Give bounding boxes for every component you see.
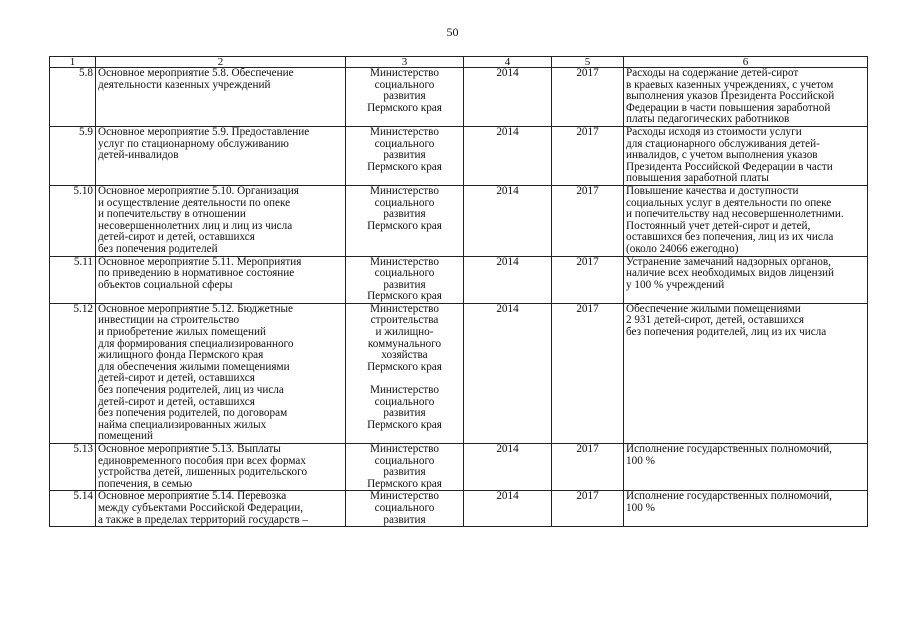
cell-line: Основное мероприятие 5.13. Выплаты (98, 443, 281, 455)
cell-line: детей-сирот и детей, оставшихся (98, 231, 255, 244)
measure-name-cell (96, 256, 346, 303)
measure-name-cell (96, 491, 346, 527)
cell-line: Обеспечение жилыми помещениями (626, 303, 801, 315)
end-year: 2017 (552, 303, 624, 443)
cell-line: несовершеннолетних лиц и лиц из числа (98, 219, 293, 232)
cell-line: детей-сирот и детей, оставшихся (98, 372, 255, 385)
cell-line: платы педагогических работников (626, 113, 790, 126)
cell-line: услуг по стационарному обслуживанию (98, 137, 289, 150)
cell-line: деятельности казенных учреждений (98, 78, 271, 91)
expected-result-cell (624, 256, 868, 303)
start-year: 2014 (464, 303, 552, 443)
cell-line: попечения, в семью (98, 477, 193, 490)
cell-line: социального (374, 267, 435, 280)
measure-name-cell (96, 68, 346, 127)
column-header: 5 (552, 57, 624, 68)
cell-line: жилищного фонда Пермского края (98, 349, 264, 362)
cell-line: для формирования специализированного (98, 337, 294, 350)
end-year: 2017 (552, 185, 624, 256)
cell-line: социального (374, 137, 435, 150)
cell-line: Исполнение государственных полномочий, (626, 490, 832, 503)
table-row (50, 491, 868, 527)
cell-line: Пермского края (367, 160, 442, 173)
cell-line: для стационарного обслуживания детей- (626, 137, 820, 150)
end-year: 2017 (552, 491, 624, 527)
measures-table (49, 56, 868, 527)
cell-line: повышения заработной платы (626, 172, 769, 185)
cell-line: помещений (98, 430, 153, 443)
row-number: 5.9 (50, 126, 96, 185)
cell-line: Министерство (370, 126, 439, 138)
table-row (50, 303, 868, 443)
executor-cell (346, 185, 464, 256)
end-year: 2017 (552, 444, 624, 491)
cell-line: коммунального (367, 337, 442, 350)
table-row (50, 444, 868, 491)
cell-line: объектов социальной сферы (98, 278, 233, 291)
cell-line: для обеспечения жилыми помещениями (98, 360, 290, 373)
column-header: 6 (624, 57, 868, 68)
cell-line: развития (383, 407, 426, 420)
cell-line: Пермского края (367, 360, 442, 373)
cell-line: между субъектами Российской Федерации, (98, 501, 303, 514)
cell-line: и приобретение жилых помещений (98, 326, 266, 339)
cell-line: строительства (370, 314, 439, 327)
cell-line: развития (383, 466, 426, 479)
cell-line: устройства детей, лишенных родительского (98, 466, 308, 479)
cell-line: детей-сирот и детей, оставшихся (98, 395, 255, 408)
column-header: 3 (346, 57, 464, 68)
cell-line: Основное мероприятие 5.14. Перевозка (98, 490, 287, 503)
cell-line: инвестиции на строительство (98, 314, 240, 327)
cell-line: Основное мероприятие 5.9. Предоставление (98, 126, 310, 138)
column-header: 4 (464, 57, 552, 68)
executor-cell (346, 491, 464, 527)
executor-cell (346, 444, 464, 491)
cell-line: у 100 % учреждений (626, 278, 725, 291)
cell-line: без попечения родителей, по договорам (98, 407, 288, 420)
cell-line: 100 % (626, 454, 655, 467)
table-row (50, 68, 868, 127)
measure-name-cell (96, 303, 346, 443)
cell-line: социального (374, 454, 435, 467)
cell-line: найма специализированных жилых (98, 418, 267, 431)
expected-result-cell (624, 68, 868, 127)
cell-line: социального (374, 78, 435, 91)
cell-line: Министерство (370, 490, 439, 503)
start-year: 2014 (464, 126, 552, 185)
row-number: 5.11 (50, 256, 96, 303)
executor-cell (346, 256, 464, 303)
cell-line: детей-инвалидов (98, 149, 179, 162)
cell-line: развития (383, 149, 426, 162)
cell-line: Пермского края (367, 219, 442, 232)
cell-line: Министерство (370, 384, 439, 397)
cell-line: Основное мероприятие 5.11. Мероприятия (98, 256, 302, 268)
expected-result-cell (624, 185, 868, 256)
cell-line: развития (383, 513, 426, 526)
row-number: 5.8 (50, 68, 96, 127)
cell-line: социального (374, 501, 435, 514)
table-row (50, 256, 868, 303)
table-header-row (50, 57, 868, 68)
expected-result-cell (624, 444, 868, 491)
cell-line: Министерство (370, 185, 439, 197)
cell-line: Пермского края (367, 290, 442, 303)
cell-line: Постоянный учет детей-сирот и детей, (626, 219, 811, 232)
executor-cell (346, 126, 464, 185)
table-row (50, 126, 868, 185)
cell-line: в краевых казенных учреждениях, с учетом (626, 78, 834, 91)
cell-line: социального (374, 395, 435, 408)
cell-line: 100 % (626, 501, 655, 514)
start-year: 2014 (464, 185, 552, 256)
executor-cell (346, 68, 464, 127)
table-row (50, 185, 868, 256)
cell-line: без попечения родителей, лиц из их числа (626, 326, 827, 339)
cell-line: Устранение замечаний надзорных органов, (626, 256, 831, 268)
cell-line: выполнения указов Президента Российской (626, 90, 835, 103)
cell-line: Пермского края (367, 101, 442, 114)
row-number: 5.14 (50, 491, 96, 527)
cell-line: 2 931 детей-сирот, детей, оставшихся (626, 314, 805, 327)
start-year: 2014 (464, 68, 552, 127)
row-number: 5.10 (50, 185, 96, 256)
cell-line: социальных услуг в деятельности по опеке (626, 196, 832, 209)
end-year: 2017 (552, 68, 624, 127)
cell-line: развития (383, 90, 426, 103)
cell-line: Федерации в части повышения заработной (626, 101, 831, 114)
expected-result-cell (624, 491, 868, 527)
cell-line: Министерство (370, 67, 439, 79)
start-year: 2014 (464, 444, 552, 491)
cell-line: наличие всех необходимых видов лицензий (626, 267, 834, 280)
measure-name-cell (96, 126, 346, 185)
cell-line: без попечения родителей (98, 242, 218, 255)
row-number: 5.12 (50, 303, 96, 443)
cell-line: и осуществление деятельности по опеке (98, 196, 291, 209)
cell-line: хозяйства (381, 349, 428, 362)
start-year: 2014 (464, 491, 552, 527)
cell-line: Пермского края (367, 477, 442, 490)
cell-line: и попечительству в отношении (98, 208, 246, 221)
executor-cell (346, 303, 464, 443)
cell-line: развития (383, 208, 426, 221)
cell-line: Расходы исходя из стоимости услуги (626, 126, 802, 138)
end-year: 2017 (552, 256, 624, 303)
cell-line: Президента Российской Федерации в части (626, 160, 833, 173)
measure-name-cell (96, 444, 346, 491)
cell-line: социального (374, 196, 435, 209)
start-year: 2014 (464, 256, 552, 303)
cell-line: Повышение качества и доступности (626, 185, 799, 197)
cell-line: Расходы на содержание детей-сирот (626, 67, 799, 79)
cell-line: Пермского края (367, 418, 442, 431)
cell-line: Исполнение государственных полномочий, (626, 443, 832, 455)
cell-line: Основное мероприятие 5.8. Обеспечение (98, 67, 294, 79)
cell-line: без попечения родителей, лиц из числа (98, 384, 284, 397)
cell-line: и попечительству над несовершеннолетними. (626, 208, 844, 221)
cell-line: оставшихся без попечения, лиц из их числа (626, 231, 834, 244)
measure-name-cell (96, 185, 346, 256)
page-number: 50 (446, 25, 459, 39)
cell-line: Министерство (370, 303, 439, 315)
expected-result-cell (624, 303, 868, 443)
cell-line: по приведению в нормативное состояние (98, 267, 295, 280)
column-header: 2 (96, 57, 346, 68)
end-year: 2017 (552, 126, 624, 185)
row-number: 5.13 (50, 444, 96, 491)
cell-line: а также в пределах территорий государств – (98, 513, 309, 526)
cell-line: Министерство (370, 443, 439, 455)
cell-line: Основное мероприятие 5.12. Бюджетные (98, 303, 293, 315)
cell-line: инвалидов, с учетом выполнения указов (626, 149, 818, 162)
cell-line: Министерство (370, 256, 439, 268)
cell-line: единовременного пособия при всех формах (98, 454, 306, 467)
column-header: 1 (50, 57, 96, 68)
expected-result-cell (624, 126, 868, 185)
cell-line: и жилищно- (375, 326, 434, 339)
cell-line: Основное мероприятие 5.10. Организация (98, 185, 299, 197)
cell-line: (около 24066 ежегодно) (626, 242, 739, 255)
cell-line: развития (383, 278, 426, 291)
